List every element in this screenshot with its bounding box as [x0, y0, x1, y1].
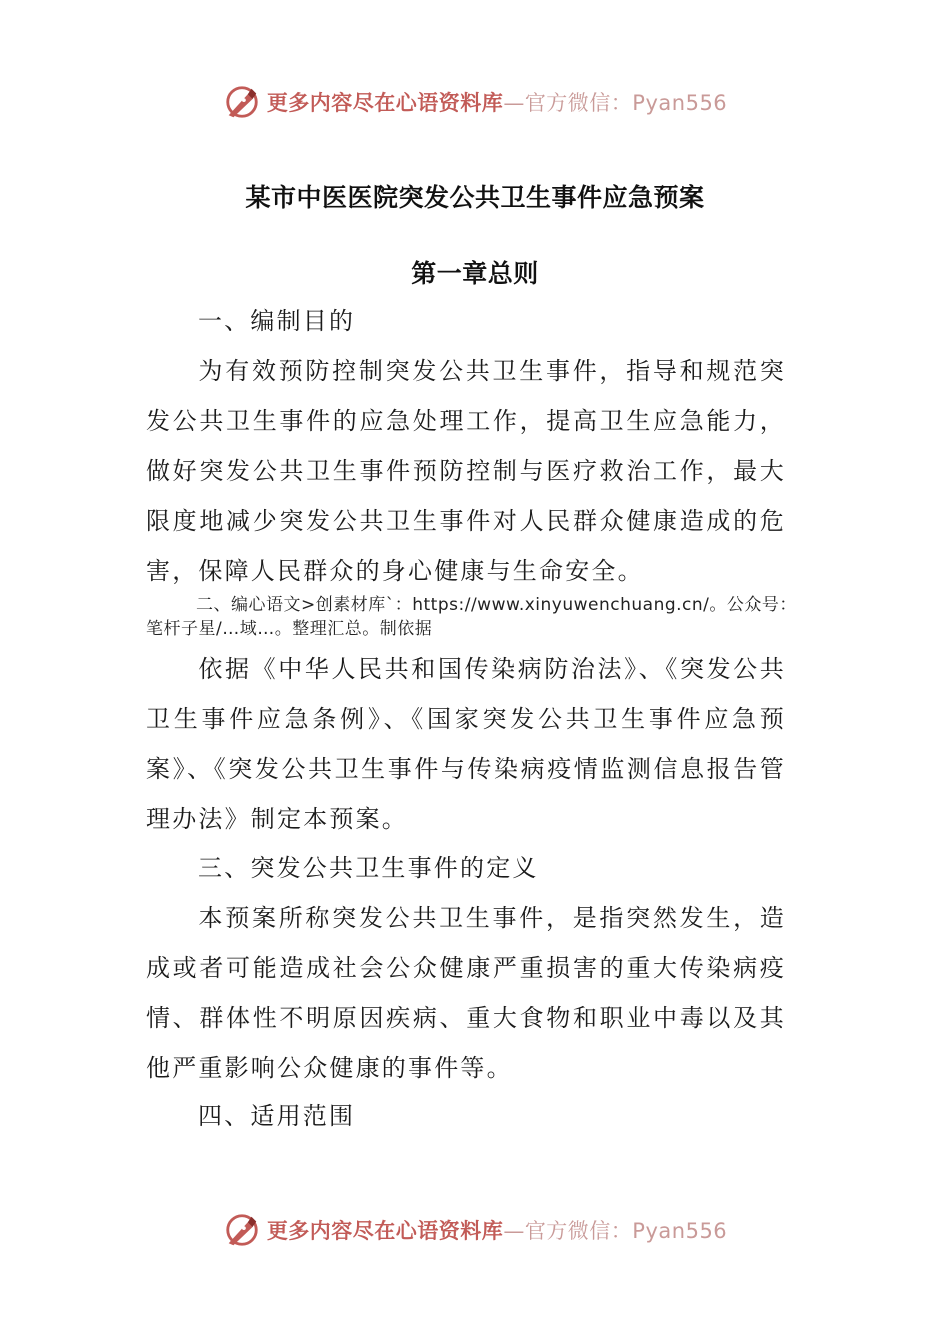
banner-text — [267, 87, 727, 117]
section2-body: 依据《中华人民共和国传染病防治法》、《突发公共卫生事件应急条例》、《国家突发公共卫生事件应急预案》、《突发公共卫生事件与传染病疫情监测信息报告管理办法》制定本预案。 — [146, 655, 786, 833]
section2-paragraph — [146, 644, 786, 844]
section2-note — [146, 593, 806, 641]
section3-paragraph — [146, 893, 786, 1093]
section1-paragraph — [146, 346, 786, 596]
section1-body: 为有效预防控制突发公共卫生事件，指导和规范突发公共卫生事件的应急处理工作，提高卫生应急能力，做好突发公共卫生事件预防控制与医疗救治工作，最大限度地减少突发公共卫生事件对人民群众健康造成的危害，保障人民群众的身心健康与生命安全。 — [146, 357, 786, 585]
document-title: 某市中医医院突发公共卫生事件应急预案 — [245, 183, 705, 212]
section4-heading: 四、适用范围 — [198, 1102, 356, 1130]
section2-note-text: 二、编心语文>创素材库`：https://www.xinyuwenchuang.cn/。公众号：笔杆子星/…域…。整理汇总。制依据 — [146, 595, 797, 639]
banner-brand-bottom: 更多内容尽在心语资料库 — [266, 1219, 504, 1243]
section3-heading: 三、突发公共卫生事件的定义 — [198, 854, 539, 882]
footer-banner — [0, 1208, 950, 1252]
banner-suffix: —官方微信：Pyan556 — [503, 91, 728, 115]
banner-brand: 更多内容尽在心语资料库 — [266, 91, 504, 115]
section3-body: 本预案所称突发公共卫生事件，是指突然发生，造成或者可能造成社会公众健康严重损害的重大传染病疫情、群体性不明原因疾病、重大食物和职业中毒以及其他严重影响公众健康的事件等。 — [146, 904, 786, 1082]
chapter-title: 第一章总则 — [411, 259, 539, 288]
header-banner — [0, 80, 950, 124]
pen-nib-circle-icon — [223, 1211, 261, 1249]
pen-nib-circle-icon — [223, 83, 261, 121]
section1-heading: 一、编制目的 — [198, 307, 356, 335]
banner-suffix-bottom: —官方微信：Pyan556 — [503, 1219, 728, 1243]
banner-text-bottom — [267, 1215, 727, 1245]
